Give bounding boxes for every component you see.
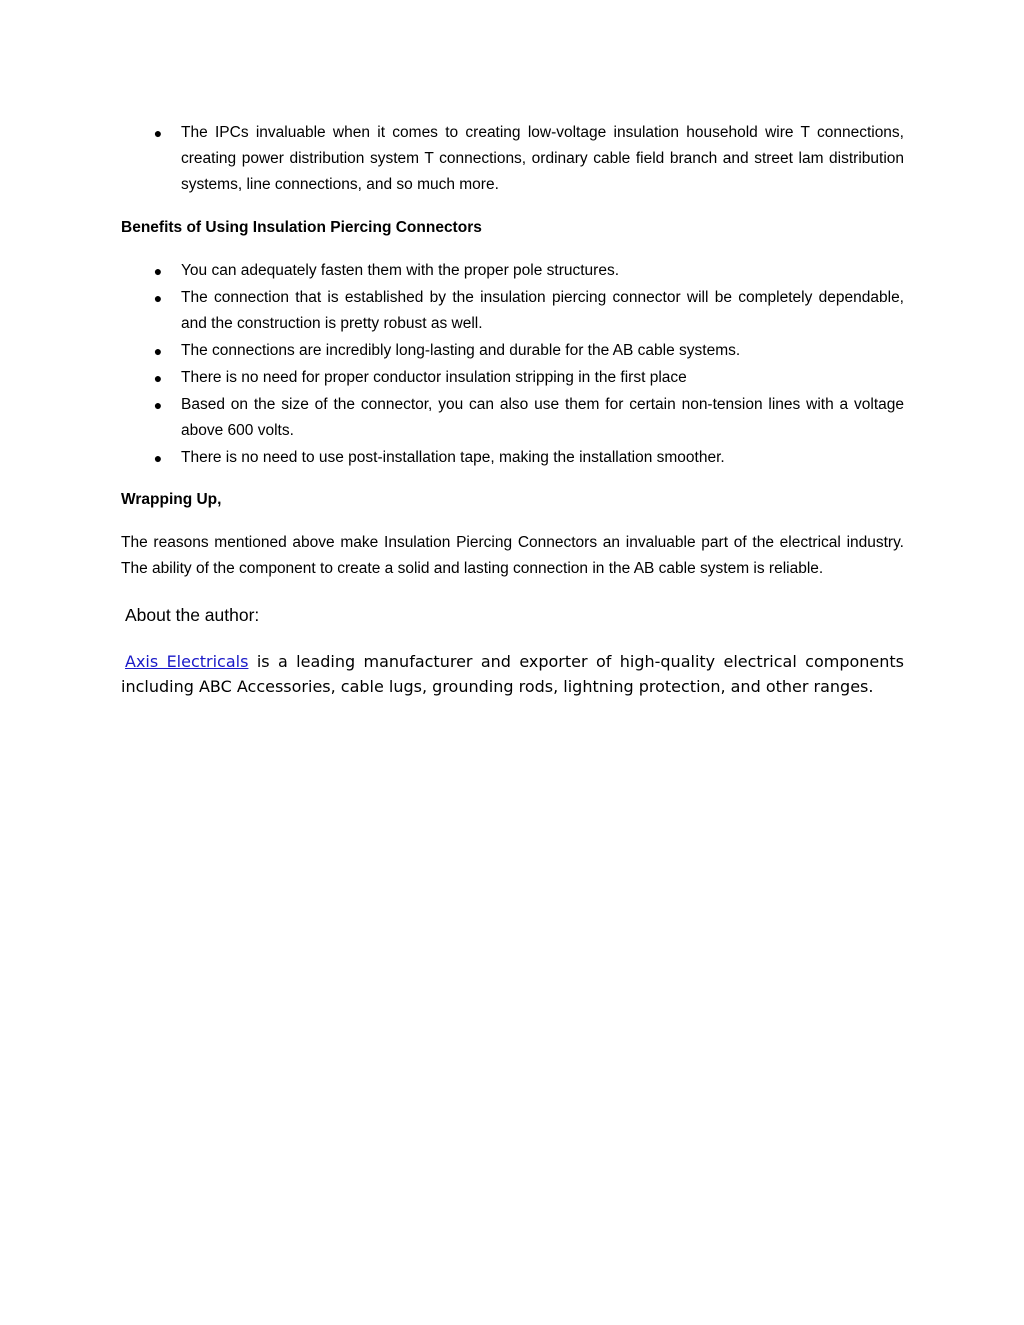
author-heading: About the author: — [125, 605, 260, 625]
author-description: is a leading manufacturer and exporter of high-quality electrical components including ABC Accessories, cable lugs, grounding rods, lightning protection, and other ranges. — [121, 652, 905, 696]
list-item — [121, 365, 904, 391]
bullet-icon: ● — [153, 397, 163, 413]
author-link[interactable]: Axis Electricals — [125, 652, 249, 671]
list-item — [121, 285, 904, 337]
benefits-heading: Benefits of Using Insulation Piercing Connectors — [121, 219, 482, 236]
intro-bullet-list — [121, 120, 904, 198]
list-item-text: The connections are incredibly long-lasting and durable for the AB cable systems. — [181, 342, 741, 359]
benefits-bullet-list — [121, 258, 904, 471]
list-item-text: There is no need to use post-installation tape, making the installation smoother. — [181, 449, 725, 466]
list-item — [121, 392, 904, 444]
list-item-text: The IPCs invaluable when it comes to creating low-voltage insulation household wire T connections, creating power distribution system T connections, ordinary cable field branch and street lam distribution systems, line connections, and so much more. — [181, 124, 904, 193]
bullet-icon: ● — [153, 125, 163, 141]
list-item-text: The connection that is established by the insulation piercing connector will be completely dependable, and the construction is pretty robust as well. — [181, 289, 904, 332]
bullet-icon: ● — [153, 450, 163, 466]
list-item — [121, 258, 904, 284]
list-item — [121, 338, 904, 364]
author-paragraph — [121, 649, 904, 699]
wrapping-up-heading: Wrapping Up, — [121, 491, 222, 508]
wrapping-up-paragraph: The reasons mentioned above make Insulation Piercing Connectors an invaluable part of the electrical industry. The ability of the component to create a solid and lasting connection in the AB cable system is reliable. — [121, 534, 904, 577]
bullet-icon: ● — [153, 263, 163, 279]
document-page — [121, 120, 904, 699]
list-item — [121, 445, 904, 471]
list-item-text: There is no need for proper conductor insulation stripping in the first place — [181, 369, 687, 386]
bullet-icon: ● — [153, 343, 163, 359]
bullet-icon: ● — [153, 370, 163, 386]
bullet-icon: ● — [153, 290, 163, 306]
list-item — [121, 120, 904, 198]
list-item-text: You can adequately fasten them with the proper pole structures. — [181, 262, 620, 279]
list-item-text: Based on the size of the connector, you can also use them for certain non-tension lines with a voltage above 600 volts. — [181, 396, 904, 439]
